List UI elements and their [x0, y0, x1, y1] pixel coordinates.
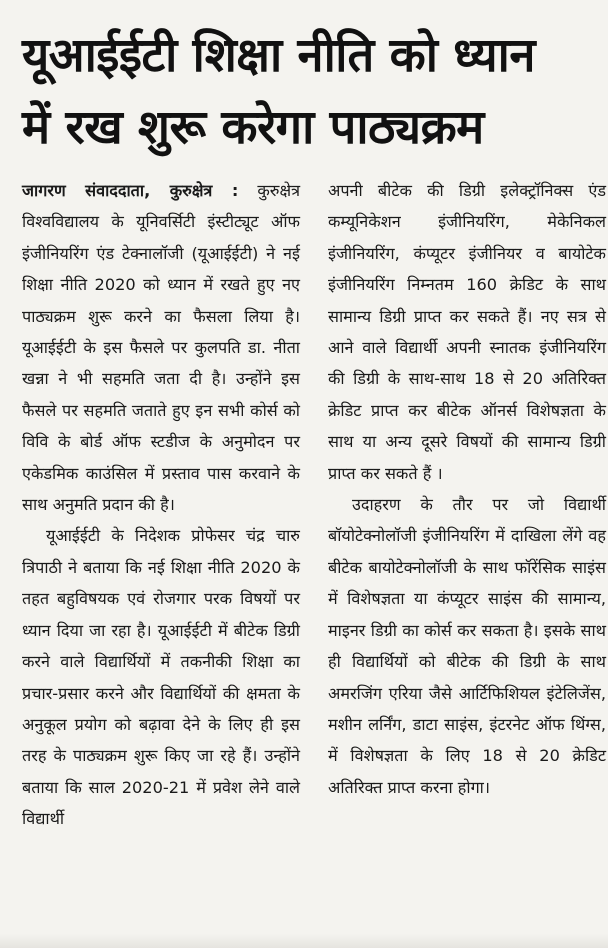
article-headline [22, 20, 592, 164]
paragraph-3: अपनी बीटेक की डिग्री इलेक्ट्रॉनिक्स एंड कम्यूनिकेशन इंजीनियरिंग, मेकेनिकल इंजीनियरिंग, कंप्यूटर इंजीनियर व बायोटेक इंजीनियरिंग निम्नतम 160 क्रेडिट के साथ सामान्य डिग्री प्राप्त कर सकते हैं। नए सत्र से आने वाले विद्यार्थी अपनी स्नातक इंजीनियरिंग की डिग्री के साथ-साथ 18 से 20 अतिरिक्त क्रेडिट प्राप्त कर बीटेक ऑनर्स विशेषज्ञता के साथ या अन्य दूसरे विषयों की सामान्य डिग्री प्राप्त कर सकते हैं । [328, 181, 606, 483]
left-column [22, 175, 300, 835]
paragraph-2: यूआईईटी के निदेशक प्रोफेसर चंद्र चारु त्रिपाठी ने बताया कि नई शिक्षा नीति 2020 के तहत बहुविषयक एवं रोजगार परक विषयों पर ध्यान दिया जा रहा है। यूआईईटी में बीटेक डिग्री करने वाले विद्यार्थियों में तकनीकी शिक्षा का प्रचार-प्रसार करने और विद्यार्थियों की क्षमता के अनुकूल प्रयोग को बढ़ावा देने के लिए ही इस तरह के पाठ्यक्रम शुरू किए जा रहे हैं। उन्होंने बताया कि साल 2020-21 में प्रवेश लेने वाले विद्यार्थी [22, 526, 300, 829]
headline-line-2: में रख शुरू करेगा पाठ्यक्रम [22, 100, 484, 155]
headline-line-1: यूआईईटी शिक्षा नीति को ध्यान [22, 28, 535, 83]
right-column [328, 175, 606, 803]
paragraph-4: उदाहरण के तौर पर जो विद्यार्थी बॉयोटेक्नोलॉजी इंजीनियरिंग में दाखिला लेंगे वह बीटेक बायोटेक्नोलॉजी के साथ फॉरेंसिक साइंस में विशेषज्ञता या कंप्यूटर साइंस की सामान्य, माइनर डिग्री का कोर्स कर सकता है। इसके साथ ही विद्यार्थियों को बीटेक की डिग्री के साथ अमरजिंग एरिया जैसे आर्टिफिशियल इंटेलिजेंस, मशीन लर्निंग, डाटा साइंस, इंटरनेट ऑफ थिंग्स, में विशेषज्ञता के लिए 18 से 20 क्रेडिट अतिरिक्त प्राप्त करना होगा। [328, 495, 606, 797]
paragraph-1 [22, 175, 300, 520]
page-bottom-edge [0, 934, 608, 948]
paragraph-1-text: कुरुक्षेत्र विश्वविद्यालय के यूनिवर्सिटी इंस्टीट्यूट ऑफ इंजीनियरिंग एंड टेक्नालॉजी (यूआईईटी) ने नई शिक्षा नीति 2020 को ध्यान में रखते हुए नए पाठ्यक्रम शुरू करने का फैसला लिया है। यूआईईटी के इस फैसले पर कुलपति डा. नीता खन्ना ने भी सहमति जता दी है। उन्होंने इस फैसले पर सहमति जताते हुए इन सभी कोर्स को विवि के बोर्ड ऑफ स्टडीज के अनुमोदन पर एकेडमिक काउंसिल में प्रस्ताव पास करवाने के साथ अनुमति प्रदान की है। [22, 181, 300, 515]
dateline: जागरण संवाददाता, कुरुक्षेत्र : [22, 181, 239, 200]
